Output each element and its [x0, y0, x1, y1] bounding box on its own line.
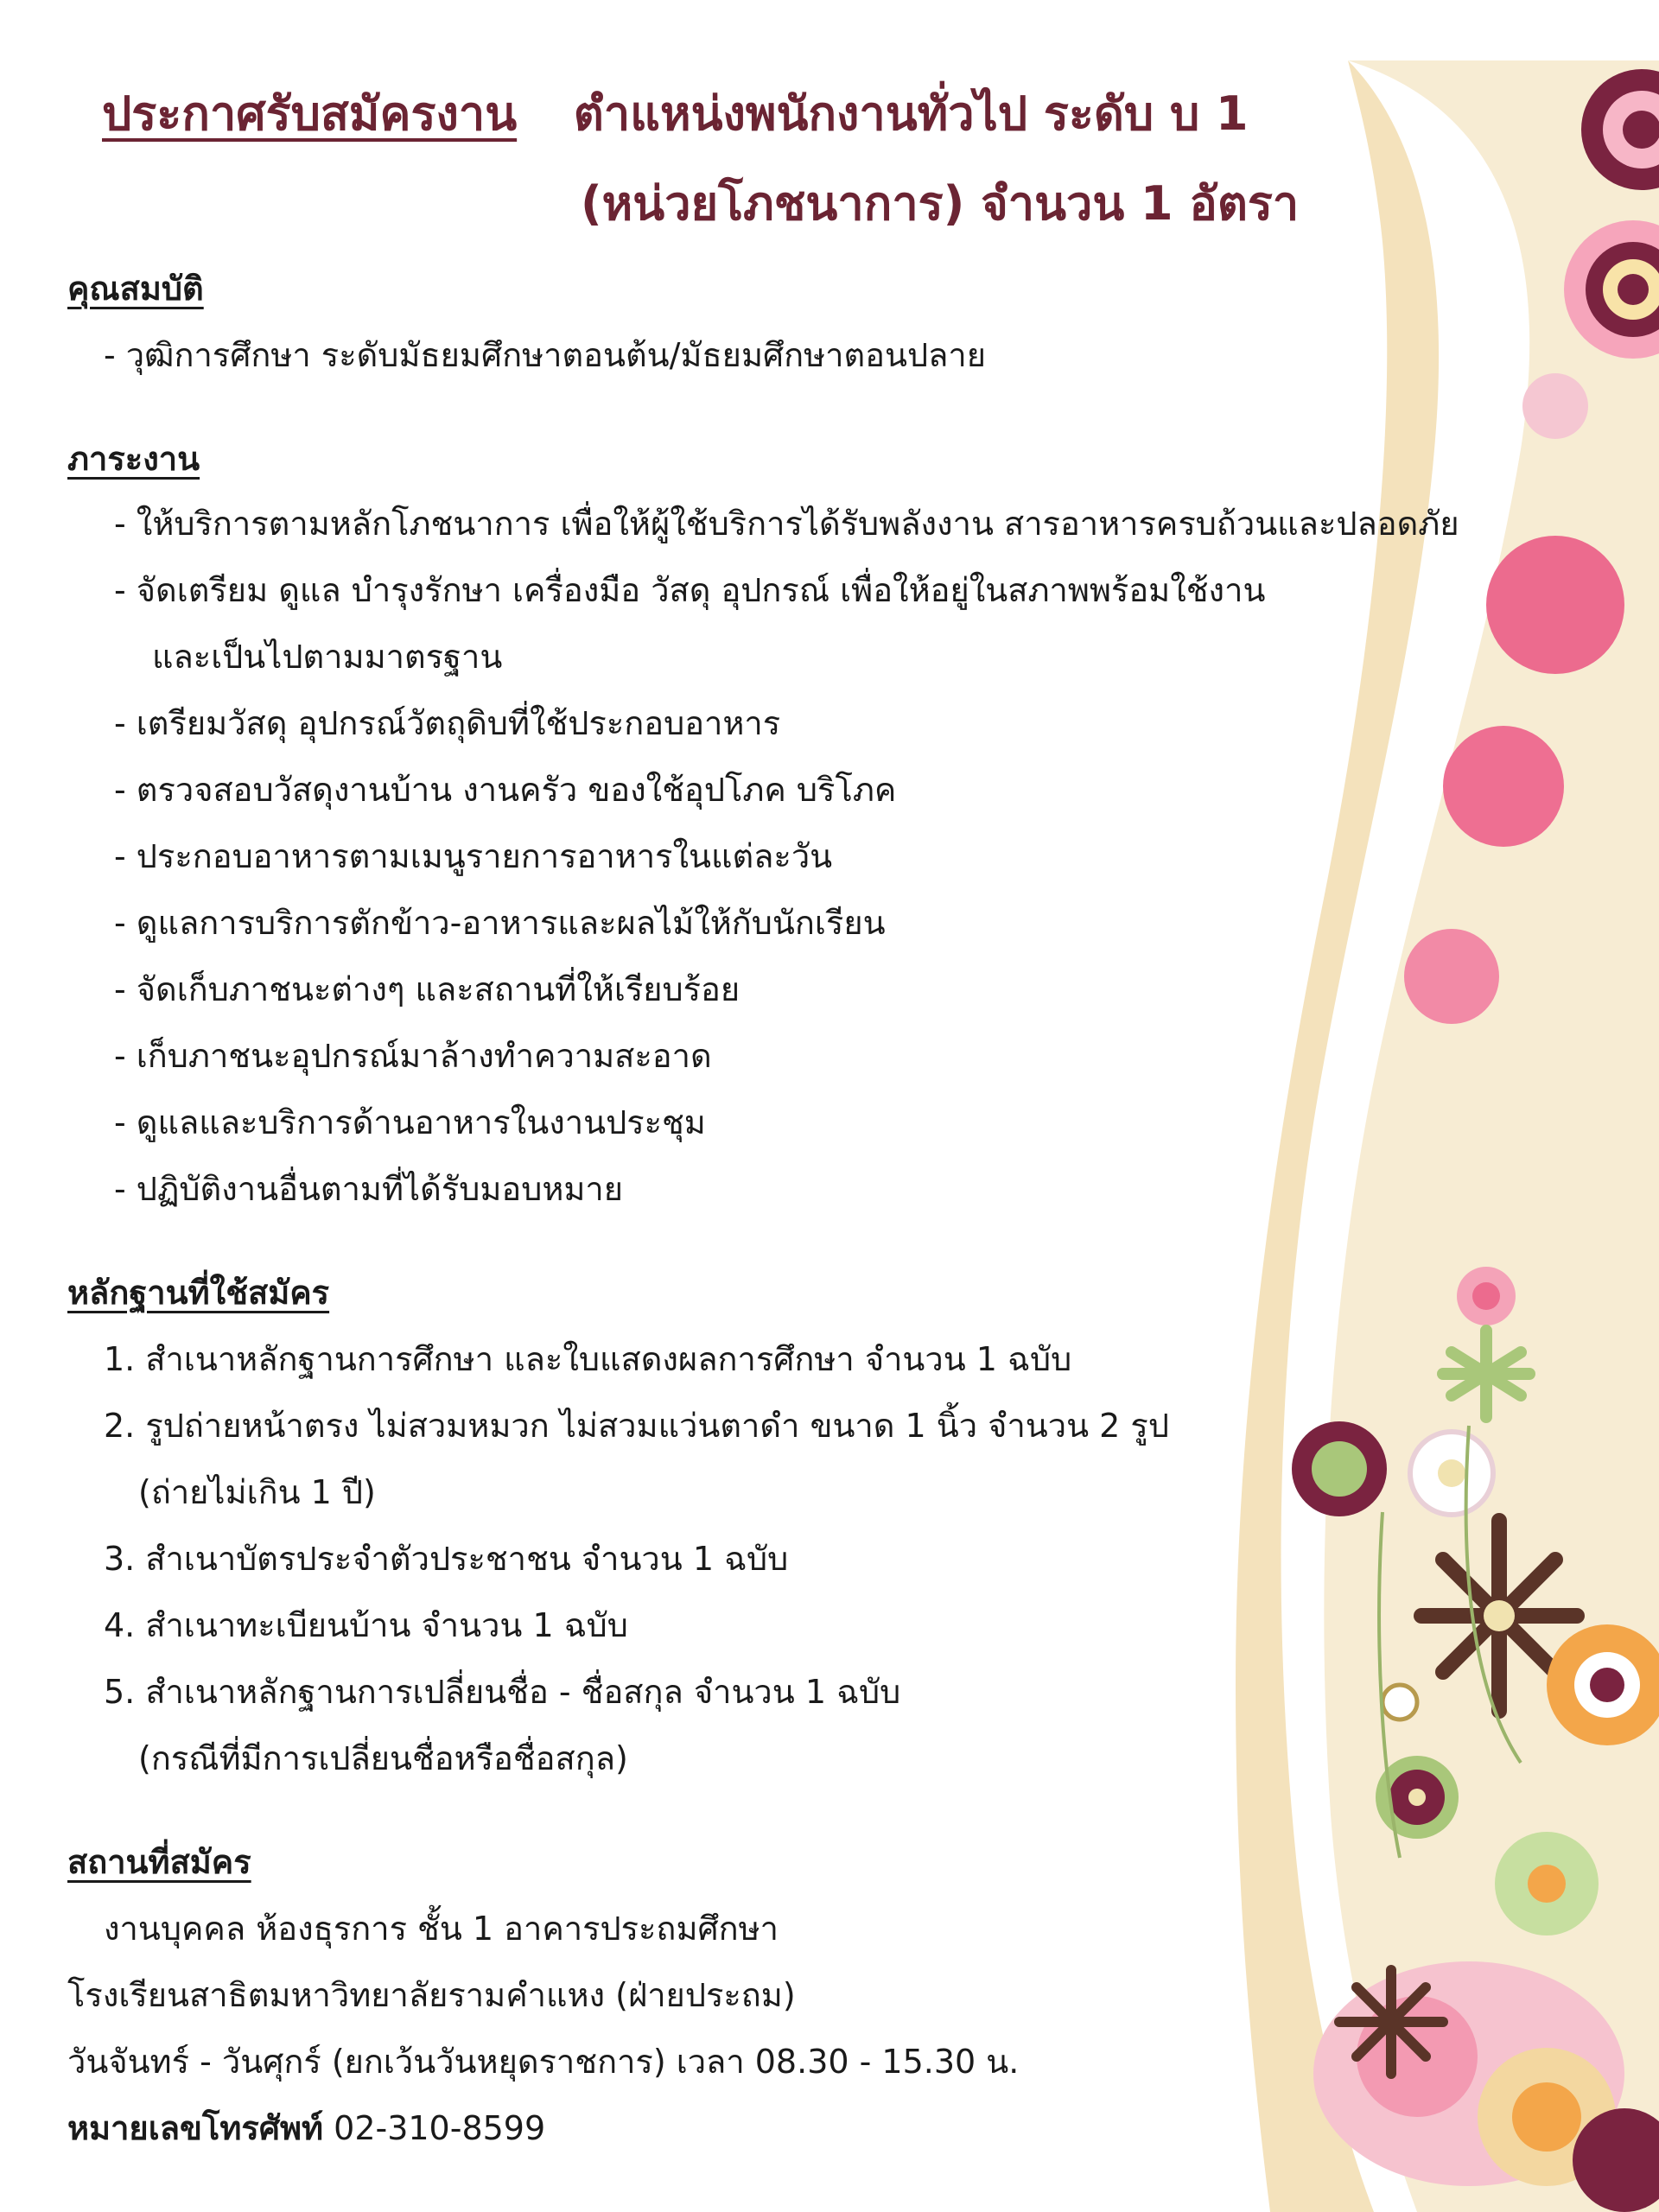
title-line-1 — [102, 76, 1249, 150]
phone-line — [67, 2101, 545, 2154]
document-item-note: (ถ่ายไม่เกิน 1 ปี) — [138, 1473, 376, 1511]
documents-heading: หลักฐานที่ใช้สมัคร — [67, 1274, 330, 1312]
duty-item: - เก็บภาชนะอุปกรณ์มาล้างทำความสะอาด — [114, 1037, 712, 1075]
announcement-title: ประกาศรับสมัครงาน — [102, 86, 518, 141]
venue-hours: วันจันทร์ - วันศุกร์ (ยกเว้นวันหยุดราชการ) เวลา 08.30 - 15.30 น. — [67, 2043, 1020, 2081]
qualification-item: - วุฒิการศึกษา ระดับมัธยมศึกษาตอนต้น/มัธยมศึกษาตอนปลาย — [104, 336, 986, 374]
position-title: ตำแหน่งพนักงานทั่วไป ระดับ บ 1 — [573, 86, 1249, 141]
duty-item: - จัดเตรียม ดูแล บำรุงรักษา เครื่องมือ วัสดุ อุปกรณ์ เพื่อให้อยู่ในสภาพพร้อมใช้งาน — [114, 571, 1266, 609]
duty-item: - ตรวจสอบวัสดุงานบ้าน งานครัว ของใช้อุปโภค บริโภค — [114, 771, 897, 809]
venue-heading: สถานที่สมัคร — [67, 1843, 251, 1881]
venue-line: โรงเรียนสาธิตมหาวิทยาลัยรามคำแหง (ฝ่ายประถม) — [67, 1976, 796, 2014]
phone-label: หมายเลขโทรศัพท์ — [67, 2109, 324, 2147]
venue-line: งานบุคคล ห้องธุรการ ชั้น 1 อาคารประถมศึกษา — [104, 1910, 779, 1948]
document-item: 2. รูปถ่ายหน้าตรง ไม่สวมหมวก ไม่สวมแว่นตาดำ ขนาด 1 นิ้ว จำนวน 2 รูป — [104, 1407, 1169, 1445]
duty-item: - ประกอบอาหารตามเมนูรายการอาหารในแต่ละวัน — [114, 837, 833, 875]
duty-item: - ปฏิบัติงานอื่นตามที่ได้รับมอบหมาย — [114, 1170, 624, 1208]
document-item: 1. สำเนาหลักฐานการศึกษา และใบแสดงผลการศึกษา จำนวน 1 ฉบับ — [104, 1340, 1072, 1378]
qualifications-heading: คุณสมบัติ — [67, 270, 204, 308]
document-item: 4. สำเนาทะเบียนบ้าน จำนวน 1 ฉบับ — [104, 1606, 628, 1644]
unit-count-title: (หน่วยโภชนาการ) จำนวน 1 อัตรา — [581, 176, 1300, 231]
duty-item-continued: และเป็นไปตามมาตรฐาน — [152, 638, 503, 676]
duty-item: - ดูแลและบริการด้านอาหารในงานประชุม — [114, 1103, 706, 1141]
document-item-note: (กรณีที่มีการเปลี่ยนชื่อหรือชื่อสกุล) — [138, 1739, 628, 1777]
duty-item: - จัดเก็บภาชนะต่างๆ และสถานที่ให้เรียบร้อย — [114, 970, 741, 1008]
phone-number: 02-310-8599 — [334, 2109, 546, 2147]
document-item: 3. สำเนาบัตรประจำตัวประชาชน จำนวน 1 ฉบับ — [104, 1540, 789, 1578]
document-item: 5. สำเนาหลักฐานการเปลี่ยนชื่อ - ชื่อสกุล จำนวน 1 ฉบับ — [104, 1673, 901, 1711]
duty-item: - ดูแลการบริการตักข้าว-อาหารและผลไม้ให้กับนักเรียน — [114, 904, 886, 942]
duty-item: - เตรียมวัสดุ อุปกรณ์วัตถุดิบที่ใช้ประกอบอาหาร — [114, 704, 781, 742]
duties-heading: ภาระงาน — [67, 440, 200, 478]
duty-item: - ให้บริการตามหลักโภชนาการ เพื่อให้ผู้ใช้บริการได้รับพลังงาน สารอาหารครบถ้วนและปลอดภัย — [114, 505, 1459, 543]
